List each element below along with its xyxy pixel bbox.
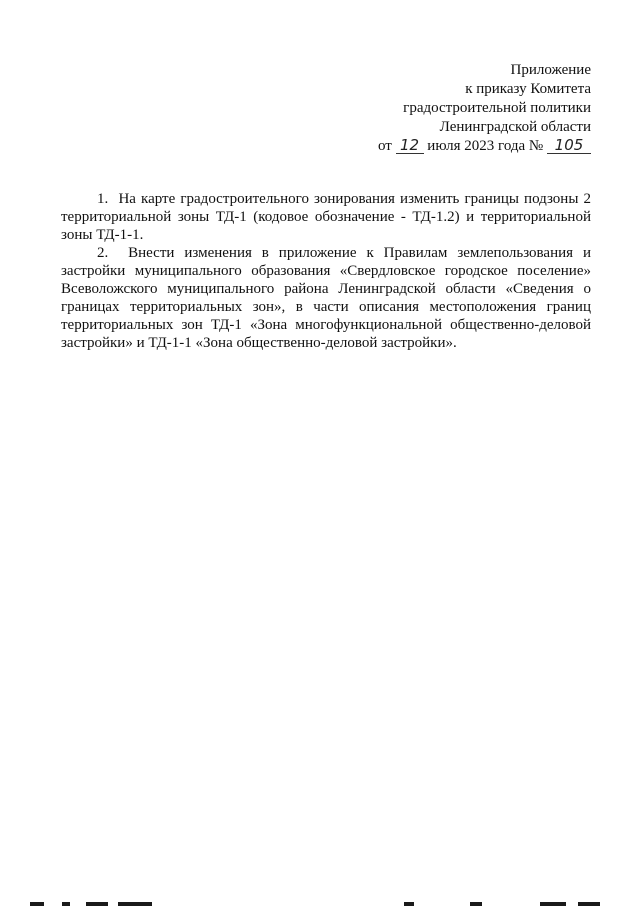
paragraph-2 <box>61 244 591 352</box>
scan-mark <box>86 902 108 906</box>
scan-mark <box>30 902 44 906</box>
scan-edge-marks <box>0 896 640 906</box>
paragraph-text: На карте градостроительного зонирования изменить границы подзоны 2 территориальной зоны ТД-1 (кодовое обозначение - ТД-1.2) и территориальной зоны ТД-1-1. <box>61 191 591 243</box>
date-rest: июля 2023 года № <box>427 138 544 154</box>
paragraph-number: 1. <box>97 191 109 207</box>
paragraph-number: 2. <box>97 245 109 261</box>
scan-mark <box>404 902 414 906</box>
scan-mark <box>470 902 482 906</box>
scan-mark <box>540 902 566 906</box>
document-body <box>61 190 591 352</box>
order-reference: к приказу Комитета <box>465 81 591 97</box>
scan-mark <box>118 902 152 906</box>
order-date-line <box>291 137 591 156</box>
handwritten-order-number: 105 <box>547 138 591 154</box>
scan-mark <box>578 902 600 906</box>
paragraph-text: Внести изменения в приложение к Правилам землепользования и застройки муниципального образования «Свердловское городское поселение» Всеволожского муниципального района Ленинградской области «Сведения о границах территориальных зон», в части описания местоположения границ территориальных зон ТД-1 «Зона многофункциональной общественно-деловой застройки» и ТД-1-1 «Зона общественно-деловой застройки». <box>61 245 591 351</box>
paragraph-1 <box>61 190 591 244</box>
date-prefix: от <box>377 138 392 154</box>
committee-name: градостроительной политики <box>403 100 591 116</box>
handwritten-day: 12 <box>396 138 424 154</box>
region-name: Ленинградской области <box>439 119 591 135</box>
appendix-header <box>291 61 591 156</box>
appendix-title: Приложение <box>510 62 591 78</box>
scan-mark <box>62 902 70 906</box>
